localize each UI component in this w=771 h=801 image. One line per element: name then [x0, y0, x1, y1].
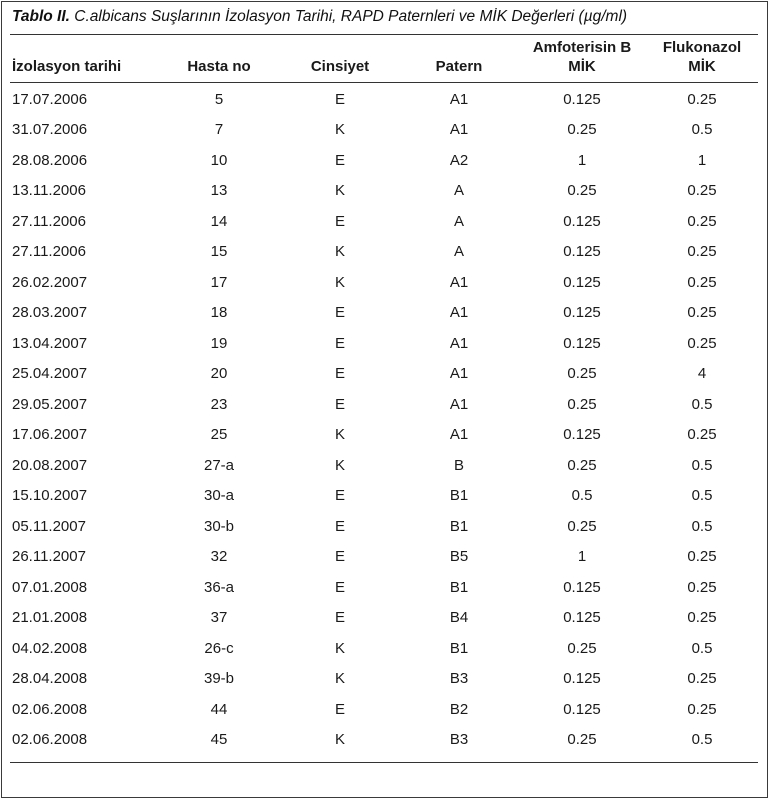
- cell-patient-no: 18: [210, 304, 228, 322]
- cell-fluconazole-mic: 0.5: [691, 517, 713, 535]
- table-row: [10, 206, 758, 237]
- cell-pattern: A1: [449, 334, 469, 352]
- cell-pattern: A1: [449, 395, 469, 413]
- cell-isolation-date: 27.11.2006: [12, 243, 86, 261]
- table-row: [10, 664, 758, 695]
- top-rule: [10, 34, 758, 35]
- header-patient-no: Hasta no: [187, 58, 251, 75]
- cell-isolation-date: 20.08.2007: [12, 456, 88, 474]
- cell-pattern: B: [453, 456, 464, 474]
- table-row: [10, 481, 758, 512]
- table-row: [10, 298, 758, 329]
- cell-fluconazole-mic: 0.5: [691, 639, 713, 657]
- table-row: [10, 511, 758, 542]
- cell-isolation-date: 17.06.2007: [12, 426, 88, 444]
- cell-pattern: B2: [449, 700, 469, 718]
- cell-amphotericin-mic: 0.125: [563, 426, 601, 444]
- cell-amphotericin-mic: 0.25: [567, 456, 597, 474]
- cell-fluconazole-mic: 0.25: [687, 700, 717, 718]
- cell-patient-no: 14: [210, 212, 228, 230]
- cell-sex: E: [334, 395, 345, 413]
- table-row: [10, 572, 758, 603]
- cell-pattern: B1: [449, 639, 469, 657]
- cell-patient-no: 30-a: [203, 487, 235, 505]
- cell-patient-no: 26-c: [204, 639, 234, 657]
- cell-patient-no: 39-b: [203, 670, 235, 688]
- cell-patient-no: 19: [210, 334, 228, 352]
- cell-isolation-date: 27.11.2006: [12, 212, 86, 230]
- table-row: [10, 84, 758, 115]
- cell-fluconazole-mic: 0.5: [691, 121, 713, 139]
- cell-sex: E: [334, 365, 345, 383]
- cell-amphotericin-mic: 0.125: [563, 578, 601, 596]
- cell-fluconazole-mic: 0.5: [691, 731, 713, 749]
- cell-patient-no: 20: [210, 365, 228, 383]
- cell-amphotericin-mic: 0.125: [563, 670, 601, 688]
- cell-isolation-date: 28.04.2008: [12, 670, 88, 688]
- cell-amphotericin-mic: 1: [577, 151, 587, 169]
- cell-fluconazole-mic: 0.25: [687, 182, 717, 200]
- cell-sex: E: [334, 700, 345, 718]
- table-title: C.albicans Suşlarının İzolasyon Tarihi, RAPD Paternleri ve MİK Değerleri (µg/ml): [69, 8, 628, 25]
- cell-patient-no: 30-b: [203, 517, 235, 535]
- cell-isolation-date: 02.06.2008: [12, 731, 88, 749]
- cell-sex: K: [334, 182, 345, 200]
- bottom-rule: [10, 762, 758, 763]
- cell-isolation-date: 25.04.2007: [12, 365, 88, 383]
- cell-sex: E: [334, 151, 345, 169]
- cell-fluconazole-mic: 0.25: [687, 243, 717, 261]
- table-row: [10, 603, 758, 634]
- cell-pattern: A: [453, 212, 464, 230]
- cell-isolation-date: 17.07.2006: [12, 90, 88, 108]
- cell-sex: K: [334, 243, 345, 261]
- cell-pattern: A2: [449, 151, 469, 169]
- cell-pattern: B3: [449, 670, 469, 688]
- table-row: [10, 725, 758, 756]
- cell-sex: E: [334, 334, 345, 352]
- cell-amphotericin-mic: 0.25: [567, 639, 597, 657]
- cell-pattern: A1: [449, 90, 469, 108]
- cell-isolation-date: 26.02.2007: [12, 273, 88, 291]
- header-row: [10, 38, 758, 84]
- cell-sex: E: [334, 304, 345, 322]
- cell-fluconazole-mic: 1: [697, 151, 707, 169]
- table-row: [10, 328, 758, 359]
- cell-isolation-date: 31.07.2006: [12, 121, 88, 139]
- header-fluconazole-mic: Flukonazol MİK: [662, 39, 742, 75]
- table-row: [10, 694, 758, 725]
- cell-isolation-date: 05.11.2007: [12, 517, 86, 535]
- cell-pattern: B3: [449, 731, 469, 749]
- table-row: [10, 389, 758, 420]
- cell-fluconazole-mic: 0.25: [687, 548, 717, 566]
- cell-isolation-date: 15.10.2007: [12, 487, 88, 505]
- cell-amphotericin-mic: 0.5: [571, 487, 593, 505]
- cell-patient-no: 45: [210, 731, 228, 749]
- cell-pattern: B5: [449, 548, 469, 566]
- cell-fluconazole-mic: 4: [697, 365, 707, 383]
- cell-patient-no: 13: [210, 182, 228, 200]
- cell-fluconazole-mic: 0.25: [687, 334, 717, 352]
- cell-fluconazole-mic: 0.25: [687, 90, 717, 108]
- table-row: [10, 633, 758, 664]
- table-caption: [12, 8, 627, 26]
- cell-amphotericin-mic: 0.25: [567, 517, 597, 535]
- cell-pattern: A1: [449, 365, 469, 383]
- cell-pattern: A: [453, 243, 464, 261]
- cell-pattern: A1: [449, 273, 469, 291]
- cell-sex: E: [334, 487, 345, 505]
- cell-patient-no: 15: [210, 243, 228, 261]
- cell-fluconazole-mic: 0.25: [687, 670, 717, 688]
- table-row: [10, 542, 758, 573]
- cell-amphotericin-mic: 0.25: [567, 731, 597, 749]
- cell-amphotericin-mic: 0.125: [563, 304, 601, 322]
- cell-isolation-date: 13.04.2007: [12, 334, 88, 352]
- table-number: Tablo II.: [12, 8, 70, 25]
- cell-patient-no: 37: [210, 609, 228, 627]
- cell-amphotericin-mic: 0.125: [563, 700, 601, 718]
- table-row: [10, 176, 758, 207]
- cell-fluconazole-mic: 0.25: [687, 609, 717, 627]
- cell-isolation-date: 26.11.2007: [12, 548, 86, 566]
- cell-amphotericin-mic: 0.125: [563, 273, 601, 291]
- cell-amphotericin-mic: 0.25: [567, 182, 597, 200]
- cell-fluconazole-mic: 0.5: [691, 456, 713, 474]
- cell-fluconazole-mic: 0.25: [687, 578, 717, 596]
- cell-sex: E: [334, 90, 345, 108]
- cell-patient-no: 27-a: [203, 456, 235, 474]
- cell-sex: E: [334, 517, 345, 535]
- cell-sex: K: [334, 731, 345, 749]
- cell-sex: K: [334, 273, 345, 291]
- cell-sex: E: [334, 578, 345, 596]
- cell-amphotericin-mic: 0.25: [567, 121, 597, 139]
- cell-pattern: A: [453, 182, 464, 200]
- cell-patient-no: 23: [210, 395, 228, 413]
- cell-fluconazole-mic: 0.25: [687, 212, 717, 230]
- cell-patient-no: 10: [210, 151, 228, 169]
- table-row: [10, 420, 758, 451]
- cell-sex: K: [334, 670, 345, 688]
- header-amphotericin-mic: Amfoterisin B MİK: [532, 39, 632, 75]
- header-sex: Cinsiyet: [310, 58, 370, 75]
- cell-fluconazole-mic: 0.5: [691, 487, 713, 505]
- table-row: [10, 267, 758, 298]
- cell-isolation-date: 02.06.2008: [12, 700, 88, 718]
- cell-pattern: A1: [449, 426, 469, 444]
- table-row: [10, 145, 758, 176]
- cell-amphotericin-mic: 1: [577, 548, 587, 566]
- cell-isolation-date: 29.05.2007: [12, 395, 88, 413]
- cell-fluconazole-mic: 0.25: [687, 304, 717, 322]
- header-pattern: Patern: [435, 58, 483, 75]
- cell-pattern: A1: [449, 121, 469, 139]
- cell-amphotericin-mic: 0.25: [567, 395, 597, 413]
- cell-patient-no: 7: [214, 121, 224, 139]
- cell-isolation-date: 13.11.2006: [12, 182, 86, 200]
- cell-amphotericin-mic: 0.125: [563, 212, 601, 230]
- cell-pattern: B1: [449, 578, 469, 596]
- cell-patient-no: 44: [210, 700, 228, 718]
- cell-pattern: B4: [449, 609, 469, 627]
- cell-sex: E: [334, 212, 345, 230]
- table-row: [10, 115, 758, 146]
- cell-isolation-date: 21.01.2008: [12, 609, 88, 627]
- cell-fluconazole-mic: 0.25: [687, 426, 717, 444]
- table-row: [10, 237, 758, 268]
- cell-patient-no: 17: [210, 273, 228, 291]
- mic-table: [10, 38, 758, 755]
- cell-amphotericin-mic: 0.125: [563, 334, 601, 352]
- cell-pattern: B1: [449, 487, 469, 505]
- cell-sex: E: [334, 548, 345, 566]
- cell-sex: E: [334, 609, 345, 627]
- cell-sex: K: [334, 426, 345, 444]
- cell-fluconazole-mic: 0.25: [687, 273, 717, 291]
- table-row: [10, 450, 758, 481]
- cell-patient-no: 5: [214, 90, 224, 108]
- cell-patient-no: 36-a: [203, 578, 235, 596]
- cell-amphotericin-mic: 0.125: [563, 243, 601, 261]
- cell-fluconazole-mic: 0.5: [691, 395, 713, 413]
- cell-pattern: B1: [449, 517, 469, 535]
- cell-isolation-date: 28.08.2006: [12, 151, 88, 169]
- cell-isolation-date: 28.03.2007: [12, 304, 88, 322]
- header-isolation-date: İzolasyon tarihi: [12, 58, 122, 75]
- cell-patient-no: 25: [210, 426, 228, 444]
- table-row: [10, 359, 758, 390]
- cell-sex: K: [334, 121, 345, 139]
- cell-amphotericin-mic: 0.25: [567, 365, 597, 383]
- cell-isolation-date: 04.02.2008: [12, 639, 88, 657]
- cell-amphotericin-mic: 0.125: [563, 609, 601, 627]
- cell-sex: K: [334, 456, 345, 474]
- cell-pattern: A1: [449, 304, 469, 322]
- cell-amphotericin-mic: 0.125: [563, 90, 601, 108]
- cell-sex: K: [334, 639, 345, 657]
- cell-isolation-date: 07.01.2008: [12, 578, 88, 596]
- cell-patient-no: 32: [210, 548, 228, 566]
